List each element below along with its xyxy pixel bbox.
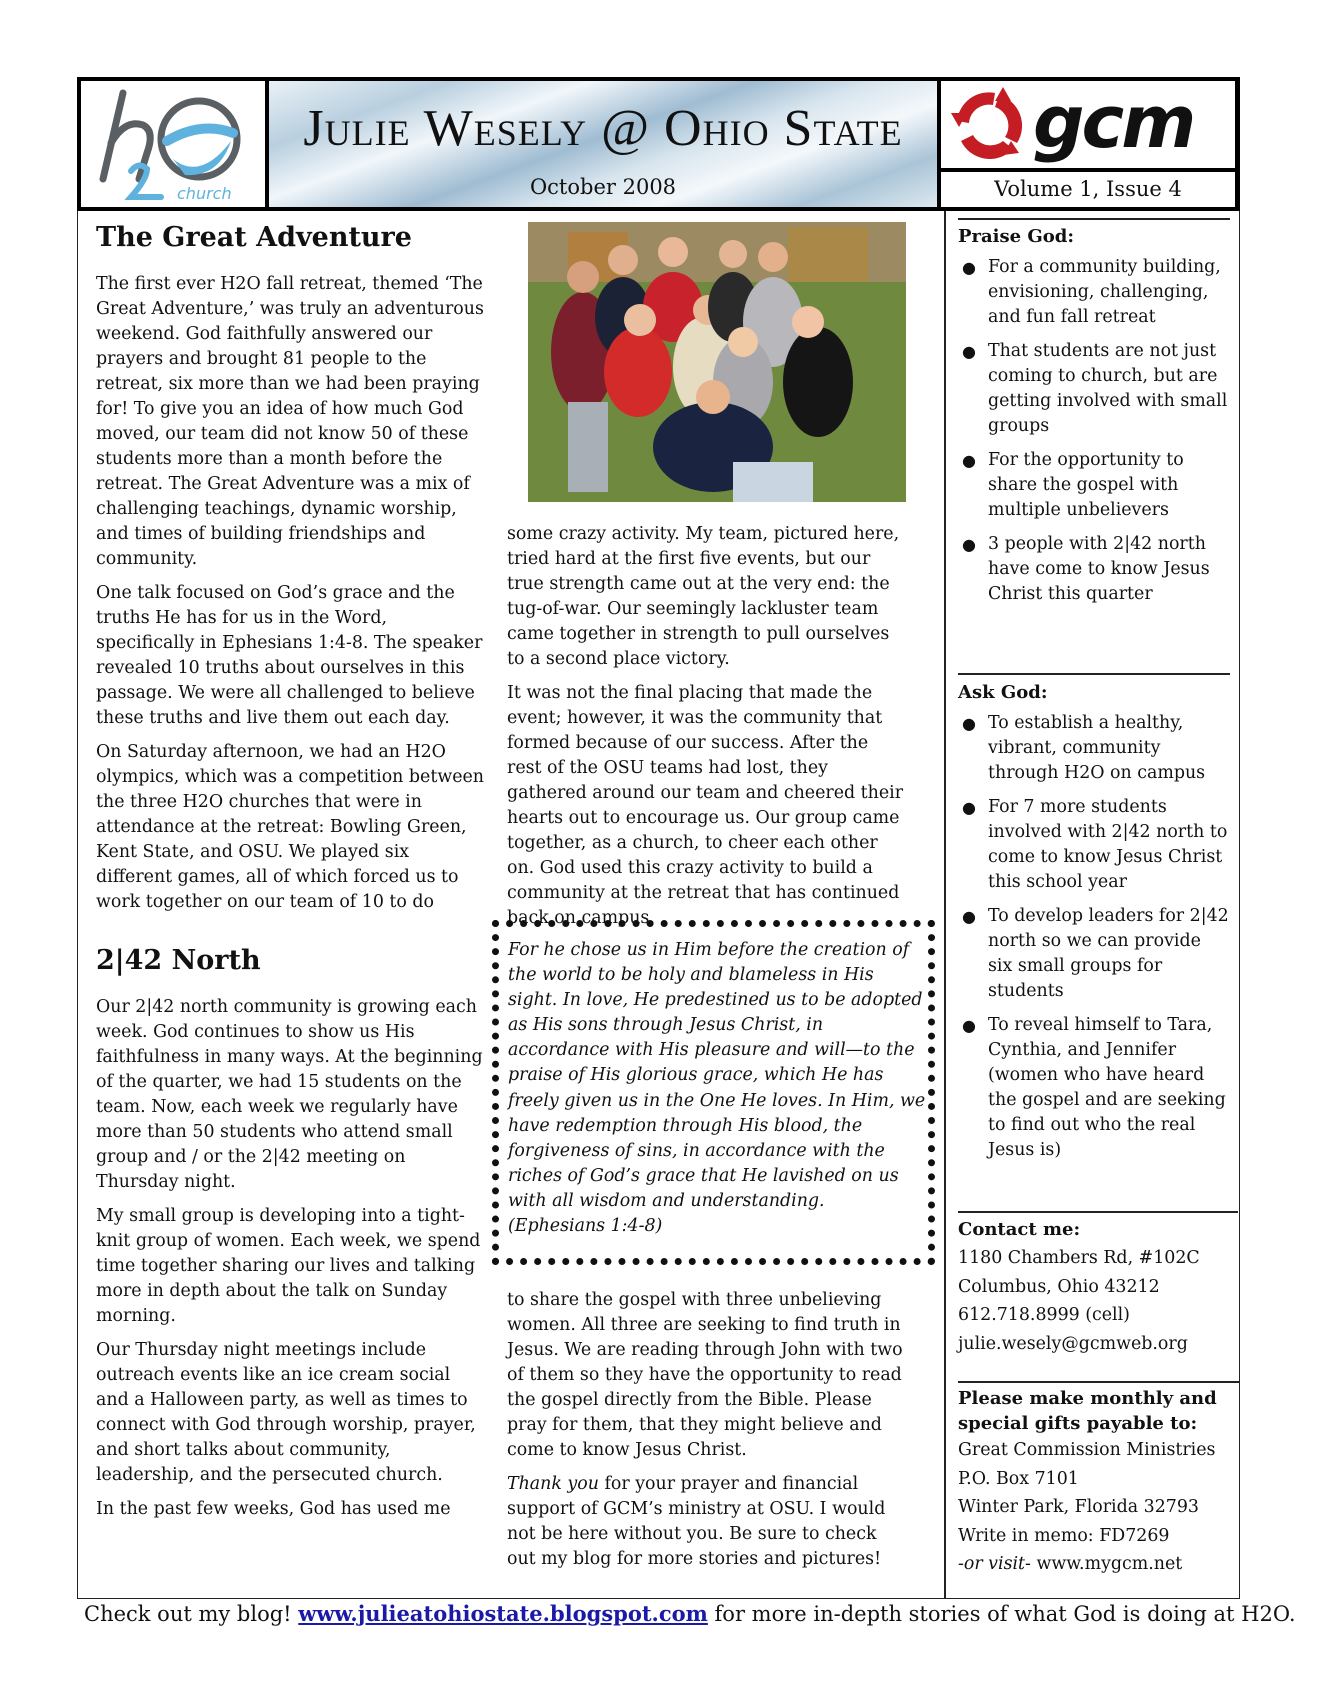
svg-text:church: church bbox=[177, 184, 232, 203]
contact-phone[interactable]: 612.718.8999 (cell) bbox=[958, 1305, 1130, 1325]
h2o-church-logo bbox=[81, 81, 265, 207]
scripture-quote bbox=[508, 938, 928, 1239]
paragraph: Our 2|42 north community is growing each week. God continues to show us His faithfulness in many ways. At the beginning of the quarter, we had 15 students on the team. Now, each week we regularly have more than 50 students who attend small group and / or the 2|42 meeting on Thursday night. bbox=[96, 997, 483, 1192]
sidebar-rule bbox=[958, 218, 1230, 220]
heading-2-42-north: 2|42 North bbox=[96, 945, 261, 976]
middle-column-top bbox=[507, 522, 907, 940]
paragraph: In the past few weeks, God has used me bbox=[96, 1499, 451, 1519]
giving-city: Winter Park, Florida 32793 bbox=[958, 1497, 1199, 1517]
giving-title: Please make monthly and special gifts payable to: bbox=[958, 1388, 1217, 1434]
team-photo bbox=[528, 222, 906, 502]
giving-visit: -or visit- www.mygcm.net bbox=[958, 1554, 1183, 1574]
bullet-icon: ● bbox=[962, 1016, 976, 1035]
giving-pobox: P.O. Box 7101 bbox=[958, 1468, 1079, 1489]
footer-prefix: Check out my blog! bbox=[84, 1602, 299, 1626]
bullet-icon: ● bbox=[962, 342, 976, 361]
bullet-icon: ● bbox=[962, 451, 976, 470]
ask-god-title: Ask God: bbox=[958, 682, 1048, 703]
blog-link[interactable]: www.julieatohiostate.blogspot.com bbox=[298, 1601, 708, 1626]
gcm-logo-icon bbox=[941, 81, 1235, 168]
bullet-icon: ● bbox=[962, 798, 976, 817]
paragraph: It was not the final placing that made the event; however, it was the community that formed because of our success. After the rest of the OSU teams had lost, they gathered around our team and cheered their hearts out to encourage us. Our group came together, as a church, to cheer each other on. God used this crazy activity to build a community at the retreat that has continued back on campus. bbox=[507, 683, 904, 928]
paragraph: My small group is developing into a tight-knit group of women. Each week, we spend time together sharing our lives and talking more in depth about the talk on Sunday morning. bbox=[96, 1206, 481, 1326]
footer bbox=[84, 1597, 1296, 1631]
paragraph: some crazy activity. My team, pictured here, tried hard at the first five events, but our true strength came out at the very end: the tug-of-war. Our seemingly lackluster team came together in strength to pull ourselves to a second place victory. bbox=[507, 524, 900, 669]
giving-website-link[interactable]: www.mygcm.net bbox=[1030, 1554, 1183, 1574]
sidebar-rule bbox=[958, 1381, 1240, 1383]
issue-date: October 2008 bbox=[529, 175, 677, 199]
contact-email[interactable]: julie.wesely@gcmweb.org bbox=[958, 1333, 1188, 1354]
list-item: ● To establish a healthy, vibrant, community through H2O on campus bbox=[962, 713, 1206, 783]
contact-address: 1180 Chambers Rd, #102C bbox=[958, 1248, 1200, 1268]
sidebar-rule bbox=[958, 1211, 1238, 1213]
list-item: ● 3 people with 2|42 north have come to know Jesus Christ this quarter bbox=[962, 534, 1210, 604]
volume-issue: Volume 1, Issue 4 bbox=[941, 172, 1235, 207]
list-item: ● That students are not just coming to church, but are getting involved with small groups bbox=[962, 341, 1228, 436]
contact-title: Contact me: bbox=[958, 1219, 1081, 1240]
ask-list bbox=[958, 711, 1230, 1163]
paragraph: On Saturday afternoon, we had an H2O olympics, which was a competition between the three H2O churches that were in attendance at the retreat: Bowling Green, Kent State, and OSU. We played six different games, all of which forced us to work together on our team of 10 to do bbox=[96, 742, 484, 912]
paragraph: One talk focused on God’s grace and the truths He has for us in the Word, specifically in Ephesians 1:4-8. The speaker revealed 10 truths about ourselves in this passage. We were all challenged to believe these truths and live them out each day. bbox=[96, 583, 483, 728]
giving-section bbox=[958, 1386, 1230, 1579]
footer-suffix: for more in-depth stories of what God is doing at H2O. bbox=[707, 1602, 1296, 1626]
giving-org: Great Commission Ministries bbox=[958, 1440, 1216, 1460]
quote-text: For he chose us in Him before the creation of the world to be holy and blameless in His sight. In love, He predestined us to be adopted as His sons through Jesus Christ, in accordance with His pleasure and will—to the praise of His glorious grace, which He has freely given us in the One He loves. In Him, we have redemption through His blood, the forgiveness of sins, in accordance with the riches of God’s grace that He lavished on us with all wisdom and understanding. bbox=[508, 940, 926, 1211]
contact-city: Columbus, Ohio 43212 bbox=[958, 1276, 1160, 1297]
quote-reference: (Ephesians 1:4-8) bbox=[508, 1216, 663, 1237]
left-column bbox=[96, 222, 488, 1531]
thanks-emphasis: Thank you bbox=[507, 1474, 599, 1494]
list-item: ● To develop leaders for 2|42 north so we can provide six small groups for students bbox=[962, 906, 1229, 1001]
praise-god-title: Praise God: bbox=[958, 226, 1074, 247]
heading-great-adventure: The Great Adventure bbox=[96, 222, 412, 253]
middle-column-bottom bbox=[507, 1288, 907, 1581]
praise-god-section bbox=[958, 224, 1230, 616]
sidebar-rule bbox=[958, 673, 1230, 675]
ask-god-section bbox=[958, 680, 1230, 1172]
list-item: ● For a community building, envisioning, challenging, and fun fall retreat bbox=[962, 257, 1221, 327]
list-item: ● For 7 more students involved with 2|42 north to come to know Jesus Christ this school year bbox=[962, 797, 1228, 892]
svg-text:gcm: gcm bbox=[1033, 81, 1194, 164]
giving-memo: Write in memo: FD7269 bbox=[958, 1525, 1170, 1546]
thanks-text: for your prayer and financial support of GCM’s ministry at OSU. I would not be here without you. Be sure to check out my blog for more stories and pictures! bbox=[507, 1474, 886, 1569]
sidebar-divider bbox=[944, 211, 946, 1599]
list-item: ● For the opportunity to share the gospel with multiple unbelievers bbox=[962, 450, 1184, 520]
h2o-logo-icon bbox=[81, 81, 265, 207]
paragraph: Our Thursday night meetings include outreach events like an ice cream social and a Halloween party, as well as times to connect with God through worship, prayer, and short talks about community, leadership, and the persecuted church. bbox=[96, 1340, 476, 1485]
paragraph: The first ever H2O fall retreat, themed ‘The Great Adventure,’ was truly an adventurous weekend. God faithfully answered our prayers and brought 81 people to the retreat, six more than we had been praying for! To give you an idea of how much God moved, our team did not know 50 of these students more than a month before the retreat. The Great Adventure was a mix of challenging teachings, dynamic worship, and times of building friendships and community. bbox=[96, 274, 484, 569]
gcm-logo bbox=[941, 81, 1235, 168]
contact-section bbox=[958, 1216, 1230, 1358]
bullet-icon: ● bbox=[962, 714, 976, 733]
bullet-icon: ● bbox=[962, 907, 976, 926]
bullet-icon: ● bbox=[962, 258, 976, 277]
bullet-icon: ● bbox=[962, 535, 976, 554]
paragraph: to share the gospel with three unbelieving women. All three are seeking to find truth in Jesus. We are reading through John with two of them so they have the opportunity to read the gospel directly from the Bible. Please pray for them, that they might believe and come to know Jesus Christ. bbox=[507, 1290, 903, 1460]
praise-list bbox=[958, 255, 1230, 607]
newsletter-title: Julie Wesely @ Ohio State bbox=[303, 100, 903, 157]
group-photo-icon bbox=[528, 222, 906, 502]
list-item: ● To reveal himself to Tara, Cynthia, and Jennifer (women who have heard the gospel and are seeking to find out who the real Jesus is) bbox=[962, 1015, 1226, 1160]
thanks-paragraph bbox=[507, 1472, 907, 1572]
title-banner bbox=[269, 81, 937, 207]
